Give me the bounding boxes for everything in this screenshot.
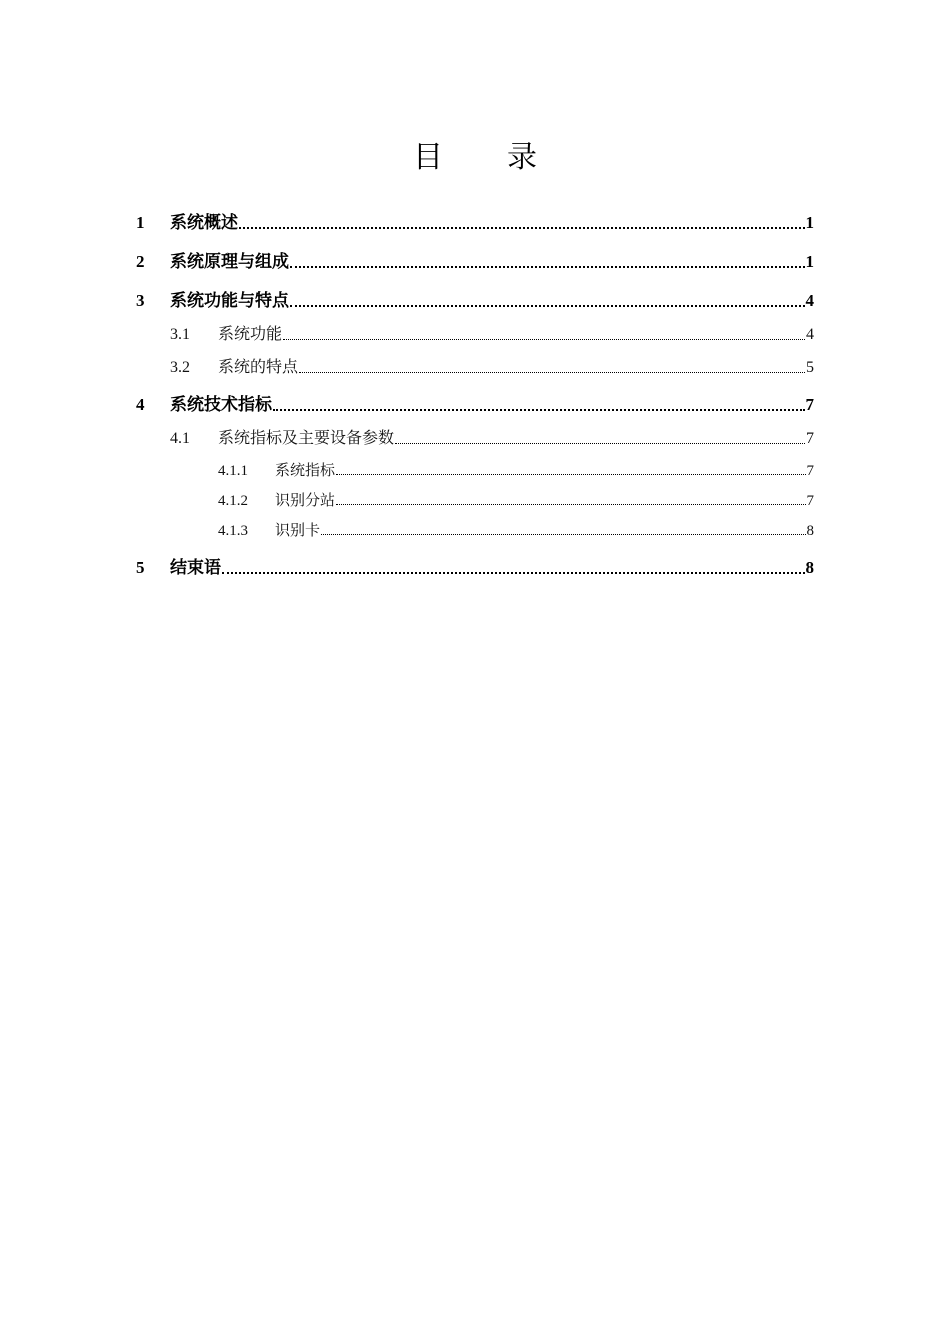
toc-entry-page: 8 (805, 558, 814, 577)
dot-leader (395, 427, 805, 449)
toc-entry-page: 7 (806, 493, 814, 509)
toc-entry-text: 系统原理与组成 (170, 252, 289, 272)
toc-title-char-1: 目 (413, 140, 443, 175)
toc-entry-page: 1 (805, 213, 814, 232)
dot-leader (290, 289, 805, 313)
toc-entry-3[interactable] (136, 289, 814, 313)
dot-leader (283, 323, 805, 345)
dot-leader (290, 250, 805, 274)
toc-entry-number: 4.1.2 (218, 493, 248, 509)
toc-entry-1[interactable] (136, 211, 814, 235)
toc-title (0, 138, 950, 178)
toc-entry-4[interactable] (136, 393, 814, 417)
toc-entry-number: 3.1 (170, 326, 190, 343)
dot-leader (299, 356, 805, 378)
dot-leader (321, 520, 805, 540)
toc-entry-text: 结束语 (170, 558, 221, 578)
toc-entry-page: 8 (806, 523, 814, 539)
toc-entry-text: 系统概述 (170, 213, 238, 233)
toc-entry-text: 识别卡 (275, 521, 321, 539)
toc-entry-3-1[interactable] (170, 323, 814, 345)
dot-leader (239, 211, 805, 235)
toc-entry-text: 系统技术指标 (170, 395, 272, 415)
dot-leader (273, 393, 805, 417)
toc-entry-number: 2 (136, 252, 145, 271)
toc-entry-3-2[interactable] (170, 356, 814, 378)
toc-entry-2[interactable] (136, 250, 814, 274)
dot-leader (222, 556, 805, 580)
toc-entry-number: 4.1.3 (218, 523, 248, 539)
toc-entry-5[interactable] (136, 556, 814, 580)
toc-entry-4-1-1[interactable] (218, 460, 814, 480)
toc-entry-text: 系统指标及主要设备参数 (218, 428, 395, 447)
toc-entry-number: 4.1 (170, 430, 190, 447)
toc-entry-4-1-2[interactable] (218, 490, 814, 510)
toc-entry-number: 4 (136, 395, 145, 414)
toc-entry-page: 4 (806, 326, 814, 343)
toc-title-char-2: 录 (507, 140, 537, 175)
dot-leader (336, 490, 805, 510)
toc-entry-text: 系统功能与特点 (170, 291, 289, 311)
toc-entry-page: 7 (806, 463, 814, 479)
toc-entry-number: 4.1.1 (218, 463, 248, 479)
toc-entry-text: 系统指标 (275, 461, 336, 479)
toc-entry-page: 5 (806, 359, 814, 376)
toc-entry-page: 4 (805, 291, 814, 310)
toc-entry-page: 1 (805, 252, 814, 271)
toc-entry-text: 识别分站 (275, 491, 336, 509)
toc-entry-page: 7 (805, 395, 814, 414)
toc-entry-text: 系统功能 (218, 324, 283, 343)
toc-entry-number: 5 (136, 558, 145, 577)
toc-entry-text: 系统的特点 (218, 357, 299, 376)
toc-entry-4-1[interactable] (170, 427, 814, 449)
toc-entry-4-1-3[interactable] (218, 520, 814, 540)
toc-entry-number: 3 (136, 291, 145, 310)
toc-entry-number: 1 (136, 213, 145, 232)
toc-entry-number: 3.2 (170, 359, 190, 376)
dot-leader (336, 460, 805, 480)
toc-entry-page: 7 (806, 430, 814, 447)
